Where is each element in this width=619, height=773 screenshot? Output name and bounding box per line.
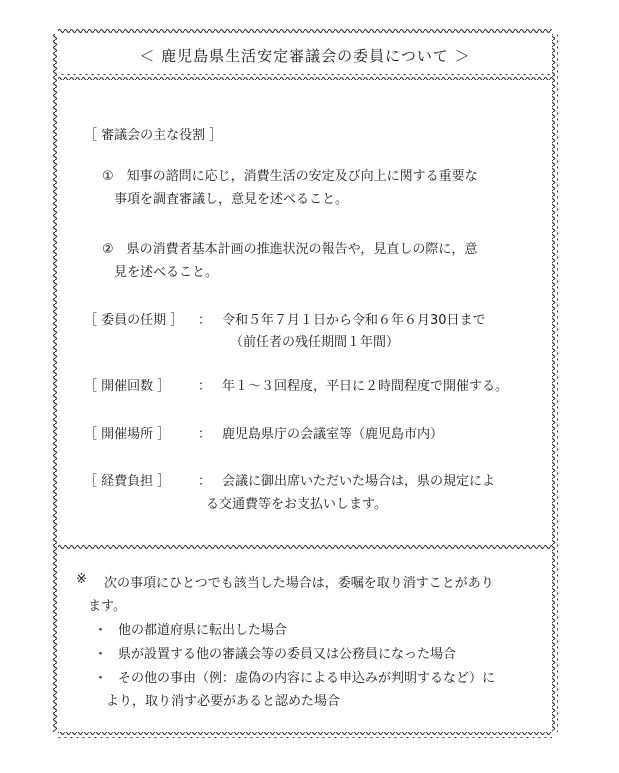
frequency-value: 年１～３回程度，平日に２時間程度で開催する。 [222, 379, 509, 394]
notice-item-1: 他の都道府県に転出した場合 [118, 623, 288, 638]
venue-value: 鹿児島県庁の会議室等（鹿児島市内） [222, 427, 444, 442]
notice-bullet: ・ [94, 647, 108, 662]
term-value-line-1: 令和５年７月１日から令和６年６月30日まで [222, 313, 486, 328]
document-frame [52, 28, 558, 738]
notice-item-3-line-1: その他の事由（例：虚偽の内容による申込みが判明するなど）に [118, 671, 496, 686]
venue-label: ［ 開催場所 ］ [84, 427, 171, 442]
expenses-label: ［ 経費負担 ］ [84, 474, 171, 489]
roles-heading: ［ 審議会の主な役割 ］ [84, 128, 223, 143]
notice-mark: ※ [76, 572, 87, 587]
role-item-1-line-2: 事項を調査審議し，意見を述べること。 [114, 192, 349, 207]
expenses-value-line-1: 会議に御出席いただいた場合は，県の規定によ [222, 474, 496, 489]
term-colon: ： [198, 313, 212, 328]
role-item-1-line-1: ① 知事の諮問に応じ，消費生活の安定及び向上に関する重要な [102, 169, 478, 184]
notice-bullet: ・ [94, 623, 108, 638]
frequency-label: ［ 開催回数 ］ [84, 379, 171, 394]
term-value-line-2: （前任者の残任期間１年間） [230, 335, 400, 350]
expenses-colon: ： [198, 474, 212, 489]
page-title: ＜ 鹿児島県生活安定審議会の委員について ＞ [139, 47, 471, 65]
notice-item-2: 県が設置する他の審議会等の委員又は公務員になった場合 [118, 647, 457, 662]
role-item-2-line-2: 見を述べること。 [114, 265, 219, 280]
role-item-2-line-1: ② 県の消費者基本計画の推進状況の報告や，見直しの際に，意 [102, 242, 478, 257]
notice-line-1: 次の事項にひとつでも該当した場合は，委嘱を取り消すことがあり [104, 576, 494, 591]
frequency-colon: ： [198, 379, 212, 394]
notice-item-3-line-2: より，取り消す必要があると認めた場合 [106, 694, 341, 709]
notice-bullet: ・ [94, 671, 108, 686]
expenses-value-line-2: る交通費等をお支払いします。 [206, 497, 387, 512]
notice-line-2: ます。 [88, 599, 126, 614]
term-label: ［ 委員の任期 ］ [84, 313, 184, 328]
venue-colon: ： [198, 427, 212, 442]
